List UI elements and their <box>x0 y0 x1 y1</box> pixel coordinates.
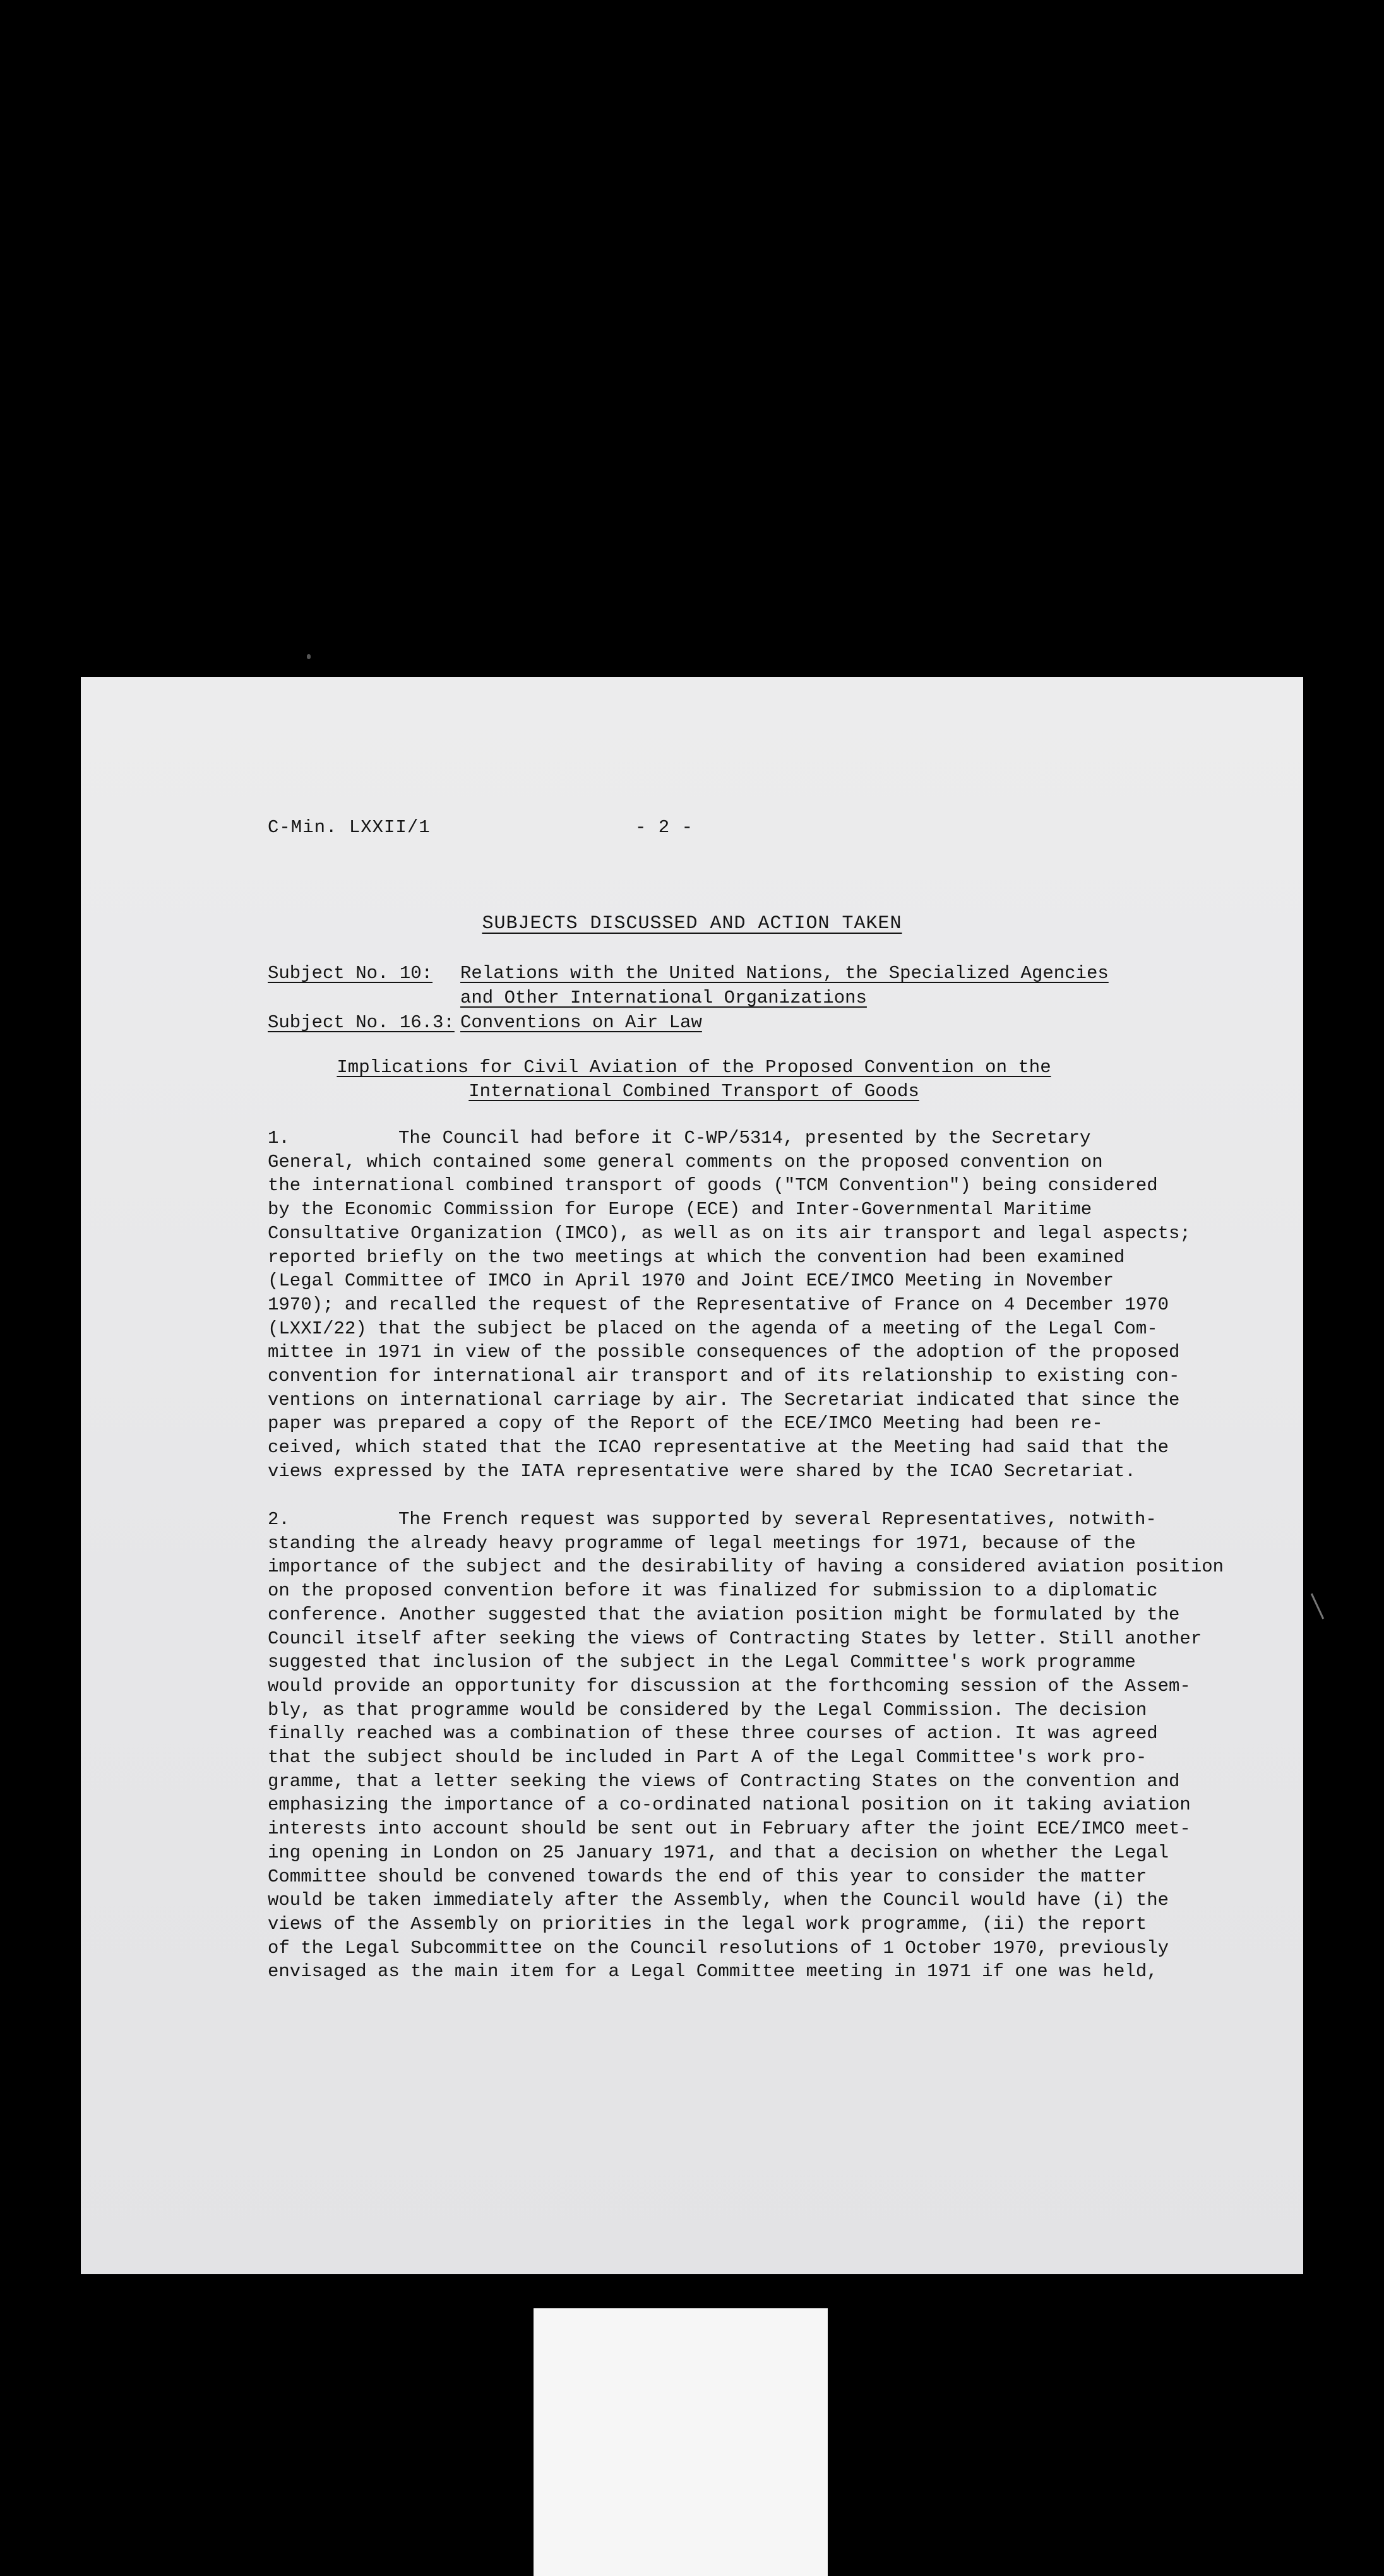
paragraph-line: by the Economic Commission for Europe (ECE) and Inter-Governmental Maritime <box>268 1199 1092 1220</box>
paragraph-2 <box>268 1508 1253 1984</box>
paragraph-line: ing opening in London on 25 January 1971, and that a decision on whether the Legal <box>268 1842 1169 1863</box>
paragraph-line: that the subject should be included in Part A of the Legal Committee's work pro- <box>268 1747 1147 1768</box>
subject-label: Subject No. 10: <box>268 963 433 984</box>
paragraph-1 <box>268 1126 1253 1484</box>
paragraph-line: The Council had before it C-WP/5314, presented by the Secretary <box>398 1128 1091 1148</box>
paragraph-line: General, which contained some general comments on the proposed convention on <box>268 1151 1103 1172</box>
subject-row-10 <box>268 961 1190 1010</box>
scan-speck <box>307 654 311 659</box>
subject-line: and Other International Organizations <box>460 987 867 1008</box>
paragraph-line: interests into account should be sent out in February after the joint ECE/IMCO meet- <box>268 1818 1191 1840</box>
paragraph-line: would be taken immediately after the Assembly, when the Council would have (i) the <box>268 1890 1169 1911</box>
paragraph-line: emphasizing the importance of a co-ordinated national position on it taking aviation <box>268 1794 1191 1816</box>
subtitle-line: Implications for Civil Aviation of the Proposed Convention on the <box>337 1057 1051 1078</box>
subject-label: Subject No. 16.3: <box>268 1012 455 1033</box>
subject-line: Conventions on Air Law <box>460 1012 702 1033</box>
document-page <box>81 677 1303 2274</box>
paragraph-line: importance of the subject and the desirability of having a considered aviation position <box>268 1556 1224 1578</box>
paragraph-line: views of the Assembly on priorities in the legal work programme, (ii) the report <box>268 1913 1147 1935</box>
paragraph-line: finally reached was a combination of these three courses of action. It was agreed <box>268 1723 1158 1744</box>
paragraph-line: would provide an opportunity for discussion at the forthcoming session of the Assem- <box>268 1675 1191 1696</box>
paragraph-line: reported briefly on the two meetings at which the convention had been examined <box>268 1246 1125 1268</box>
paragraph-line: (LXXI/22) that the subject be placed on the agenda of a meeting of the Legal Com- <box>268 1318 1158 1339</box>
paragraph-line: Committee should be convened towards the end of this year to consider the matter <box>268 1866 1147 1887</box>
section-title <box>81 913 1303 934</box>
subjects-block <box>268 961 1190 1035</box>
scan-mark <box>1311 1593 1324 1619</box>
paragraph-line: paper was prepared a copy of the Report of the ECE/IMCO Meeting had been re- <box>268 1413 1103 1434</box>
paragraph-line: of the Legal Subcommittee on the Council resolutions of 1 October 1970, previously <box>268 1937 1169 1959</box>
paragraph-line: standing the already heavy programme of legal meetings for 1971, because of the <box>268 1532 1136 1554</box>
paragraph-line: convention for international air transport and of its relationship to existing con- <box>268 1366 1180 1387</box>
target-card <box>534 2308 828 2576</box>
subject-row-16-3 <box>268 1010 1190 1035</box>
document-reference: C-Min. LXXII/1 <box>268 817 431 838</box>
paragraph-line: mittee in 1971 in view of the possible consequences of the adoption of the proposed <box>268 1342 1180 1363</box>
paragraph-line: conference. Another suggested that the aviation position might be formulated by the <box>268 1604 1180 1625</box>
paragraph-line: ventions on international carriage by air. The Secretariat indicated that since the <box>268 1389 1180 1410</box>
paragraph-line: on the proposed convention before it was finalized for submission to a diplomatic <box>268 1580 1158 1602</box>
paragraph-line: The French request was supported by several Representatives, notwith- <box>398 1509 1157 1530</box>
item-subtitle <box>299 1056 1089 1104</box>
paragraph-line: bly, as that programme would be considered by the Legal Commission. The decision <box>268 1699 1147 1720</box>
paragraph-number: 2. <box>268 1509 290 1530</box>
subtitle-line: International Combined Transport of Goods <box>468 1081 919 1102</box>
paragraph-line: Council itself after seeking the views of Contracting States by letter. Still another <box>268 1628 1202 1649</box>
subject-line: Relations with the United Nations, the Specialized Agencies <box>460 963 1109 984</box>
paragraph-number: 1. <box>268 1128 290 1148</box>
paragraph-line: the international combined transport of goods ("TCM Convention") being considered <box>268 1175 1158 1196</box>
paragraph-line: gramme, that a letter seeking the views of Contracting States on the convention and <box>268 1770 1180 1792</box>
paragraph-line: Consultative Organization (IMCO), as well as on its air transport and legal aspects; <box>268 1222 1191 1244</box>
section-title-text: SUBJECTS DISCUSSED AND ACTION TAKEN <box>482 913 902 934</box>
paragraph-line: suggested that inclusion of the subject in the Legal Committee's work programme <box>268 1652 1136 1673</box>
paragraph-line: (Legal Committee of IMCO in April 1970 and Joint ECE/IMCO Meeting in November <box>268 1270 1114 1292</box>
paragraph-line: ceived, which stated that the ICAO representative at the Meeting had said that the <box>268 1437 1169 1458</box>
paragraph-line: 1970); and recalled the request of the Representative of France on 4 December 1970 <box>268 1294 1169 1315</box>
page-number: - 2 - <box>635 817 694 838</box>
paragraph-line: envisaged as the main item for a Legal Committee meeting in 1971 if one was held, <box>268 1961 1158 1983</box>
paragraph-line: views expressed by the IATA representative were shared by the ICAO Secretariat. <box>268 1460 1136 1482</box>
